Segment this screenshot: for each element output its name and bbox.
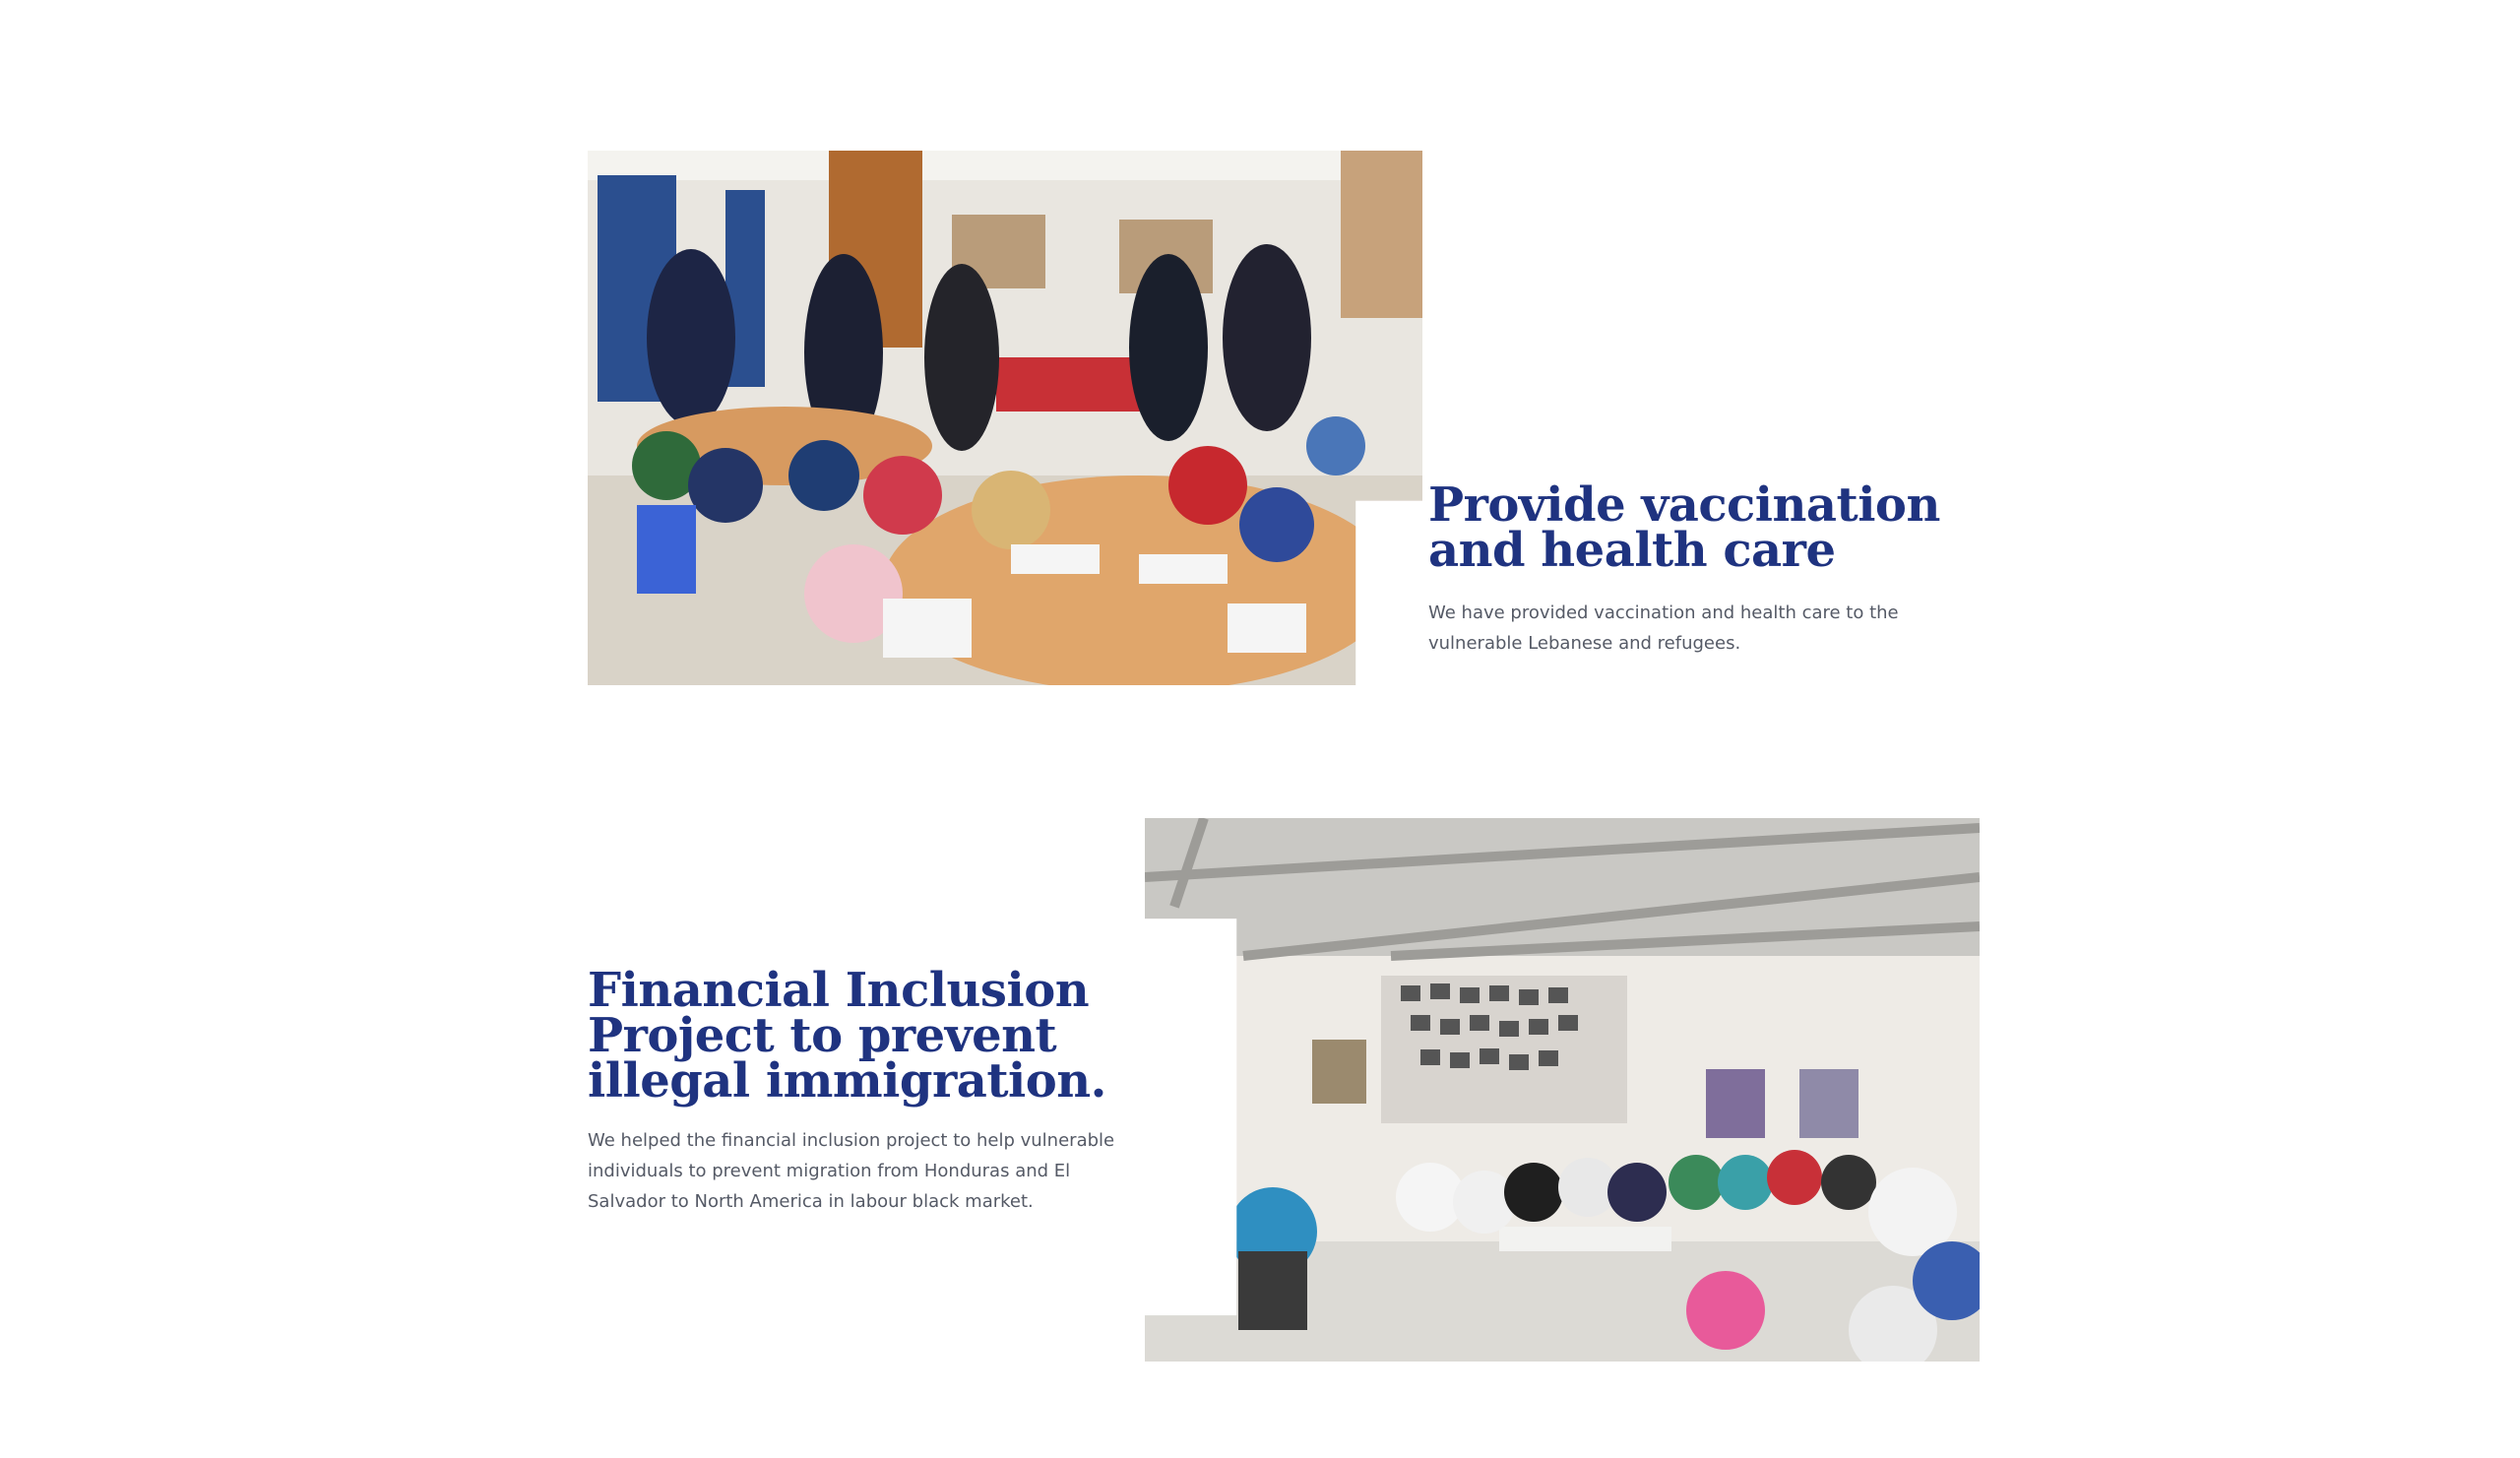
community-meeting-photo: [1145, 818, 1980, 1362]
card-description: We have provided vaccination and health care to the vulnerable Lebanese and refugees.: [1428, 602, 1899, 654]
card-description: We helped the financial inclusion project to help vulnerable individuals to prevent migration from Honduras and El Salvador to North America in labour black market.: [588, 1130, 1115, 1212]
card-title: Provide vaccination and health care: [1428, 477, 1940, 578]
card-title: Financial Inclusion Project to prevent illegal immigration.: [588, 963, 1106, 1109]
classroom-photo: [588, 151, 1422, 685]
